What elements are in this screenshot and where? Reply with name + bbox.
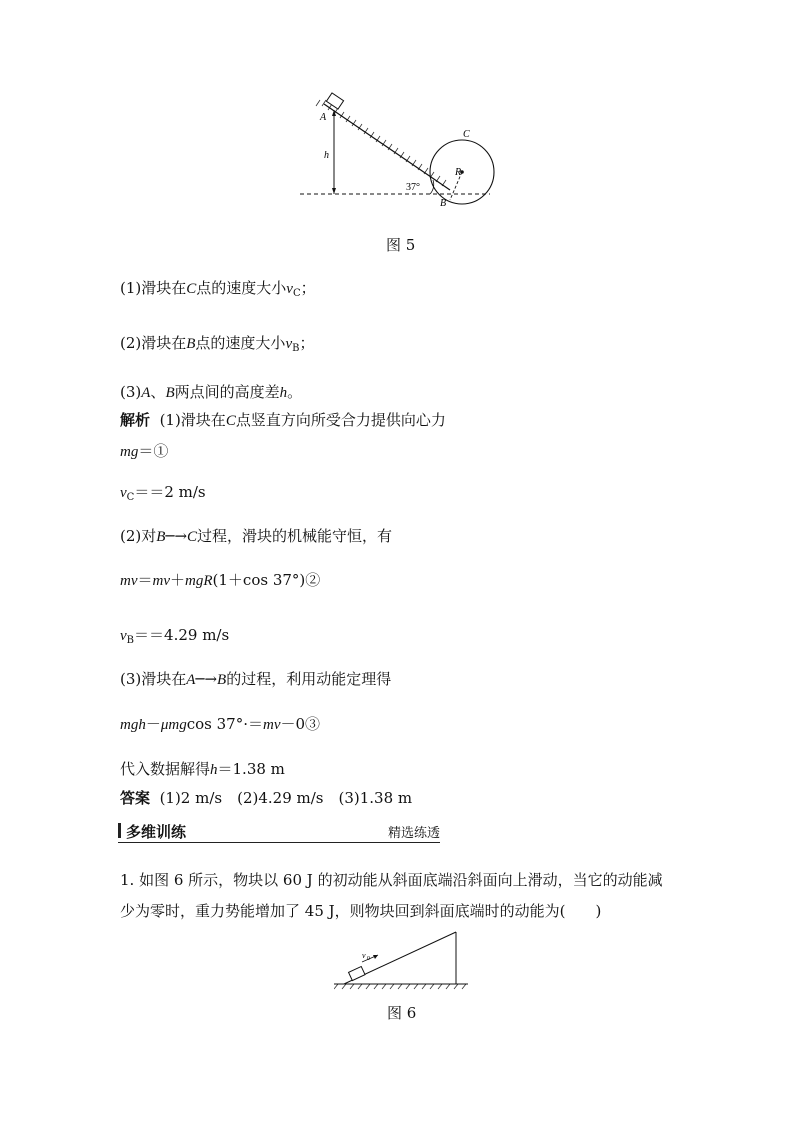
eq2-sub: C [126,492,135,503]
section-mark [118,823,121,838]
s2-arrow: ─→ [165,527,188,545]
q1-prefix: (1)滑块在 [120,279,187,297]
eq3-c: mv [152,573,171,589]
section-title: 多维训练 [126,823,187,841]
label-c: C [463,129,470,140]
s1-point: C [225,413,236,429]
result-var: h [210,762,218,778]
eq4-var: v [120,628,127,644]
q3-a: A [141,385,151,401]
answer-text: (1)2 m/s (2)4.29 m/s (3)1.38 m [159,789,413,807]
q2-prefix: (2)滑块在 [120,334,187,352]
q1-end: ； [300,279,316,297]
solution-label: 解析 [120,411,151,429]
incline-line [324,104,450,190]
section-subtitle: 精选练透 [387,826,440,841]
s2-b: C [187,529,198,545]
eq2-var: v [120,485,127,501]
figure-6-diagram [334,928,470,990]
result-val: ＝1.38 m [217,760,285,778]
answer-label: 答案 [120,789,151,807]
q1-mid: 点的速度大小 [196,279,287,297]
figure-5-caption: 图 5 [386,236,416,254]
q3-sep: 、 [150,383,166,401]
label-r: R [455,167,462,178]
eq1-rest: ＝① [138,442,169,460]
s3-prefix: (3)滑块在 [120,670,187,688]
s2-prefix: (2)对 [120,527,157,545]
s1-text: 点竖直方向所受合力提供向心力 [235,411,446,429]
equation-5 [120,713,320,734]
q3-mid: 两点间的高度差 [174,383,280,401]
q2-end: ； [299,334,315,352]
solution-step-3 [120,668,391,689]
s3-a: A [186,672,196,688]
q2-var: v [285,336,293,352]
question-3 [120,381,302,402]
label-b: B [440,198,447,209]
eq5-b: － [145,715,161,733]
q1-var: v [286,281,293,297]
eq3-e: mgR [185,573,213,589]
eq5-c: μmg [160,717,187,733]
question-1 [120,277,316,299]
label-h: h [324,150,329,161]
block-6 [349,967,365,981]
q3-end: 。 [287,383,303,401]
q1-sub: C [292,288,301,299]
s3-arrow: ─→ [195,670,218,688]
q2-sub: B [292,343,300,354]
result-text: 代入数据解得 [120,760,211,778]
s2-text: 过程，滑块的机械能守恒，有 [197,527,393,545]
label-v0-sub: 0 [367,956,370,962]
eq4-sub: B [126,635,135,646]
equation-4 [120,624,229,646]
s2-a: B [156,529,166,545]
label-a: A [320,112,327,123]
label-angle: 37° [406,182,420,193]
eq5-e: mv [263,717,281,733]
eq3-f: (1＋cos 37°)② [212,571,321,589]
q1-point: C [186,281,197,297]
answer-line [120,787,412,808]
solution-step-2 [120,525,392,546]
eq3-b: ＝ [137,571,153,589]
s1-prefix: (1)滑块在 [159,411,226,429]
eq1-var: mg [120,444,139,460]
equation-1 [120,440,168,461]
q3-prefix: (3) [120,383,142,401]
q2-point: B [186,336,196,352]
result-line [120,758,285,779]
section-header [118,820,440,843]
problem-1-line-2: 少为零时，重力势能增加了 45 J，则物块回到斜面底端时的动能为( ) [120,902,602,920]
q3-b: B [165,385,175,401]
eq5-f: －0③ [280,715,321,733]
problem-1-line-1: 1. 如图 6 所示，物块以 60 J 的初动能从斜面底端沿斜面向上滑动，当它的动能减 [120,871,663,889]
equation-3 [120,569,320,590]
figure-5-diagram [290,92,510,212]
solution-step-1 [120,409,446,430]
q3-var: h [279,385,288,401]
s3-b: B [217,672,227,688]
block-a [326,93,343,109]
figure-6-caption: 图 6 [387,1004,417,1022]
eq3-a: mv [120,573,138,589]
label-v0: v [362,951,366,960]
eq4-rest: ＝＝4.29 m/s [134,626,230,644]
question-2 [120,332,314,354]
eq5-d: cos 37°·＝ [186,715,263,733]
eq3-d: ＋ [170,571,186,589]
q2-mid: 点的速度大小 [195,334,286,352]
eq5-a: mgh [120,717,146,733]
eq2-rest: ＝＝2 m/s [134,483,206,501]
equation-2 [120,481,206,503]
s3-text: 的过程，利用动能定理得 [226,670,392,688]
